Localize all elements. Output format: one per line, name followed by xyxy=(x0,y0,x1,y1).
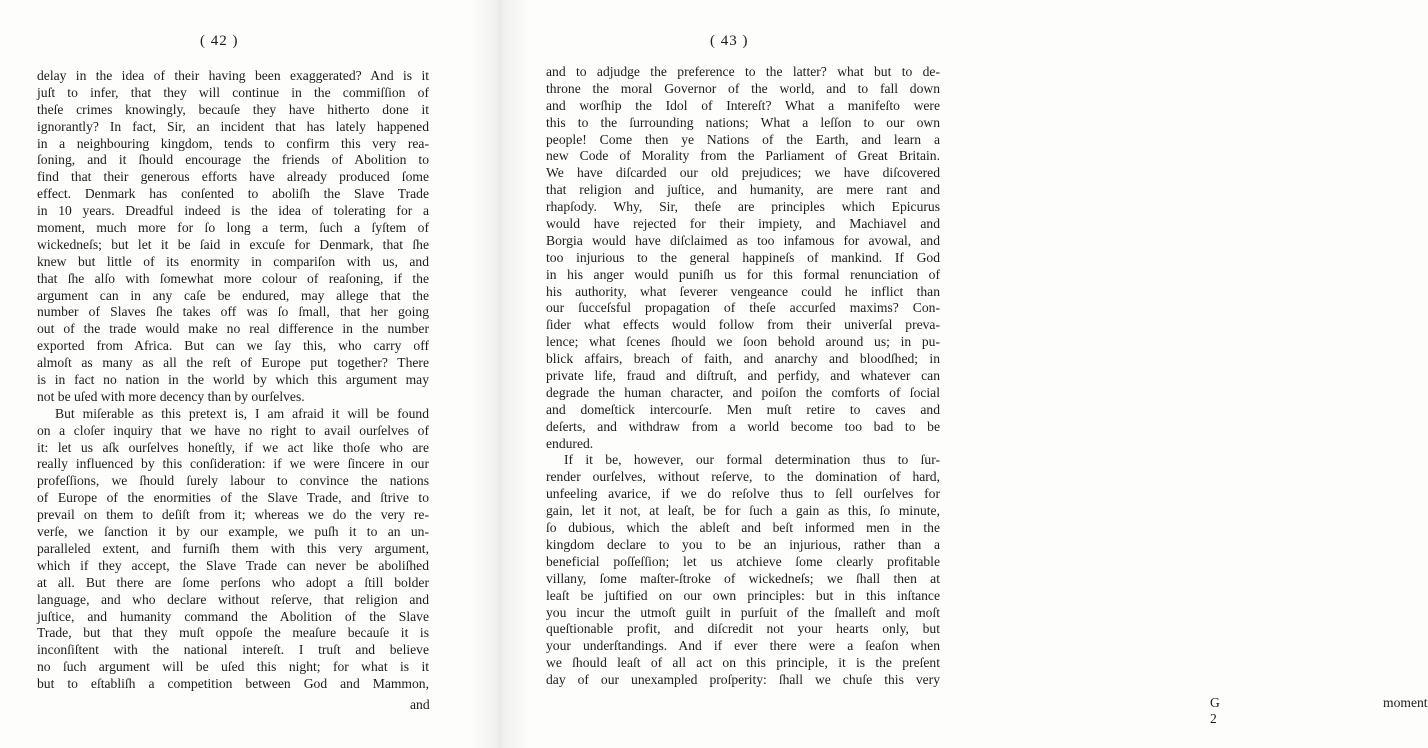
text-line: unfeeling avarice, if we do reſolve thus to ſell ourſelves for xyxy=(546,486,940,502)
text-line: our ſucceſsful propagation of theſe accurſed maxims? Con- xyxy=(546,300,940,316)
text-line: lence; what ſcenes ſhould we ſoon behold around us; in pu- xyxy=(546,334,940,350)
text-line: wickedneſs; but let it be ſaid in excuſe for Denmark, that ſhe xyxy=(37,236,429,252)
text-line: leaſt be juſtified on our own principles: but in this inſtance xyxy=(546,587,940,603)
text-line: of Europe of the enormities of the Slave Trade, and ſtrive to xyxy=(37,490,429,506)
text-line: in a neighbouring kingdom, tends to confirm this very rea- xyxy=(37,135,429,151)
text-line: But miſerable as this pretext is, I am afraid it will be found xyxy=(55,405,429,421)
text-line: ſoning, and it ſhould encourage the friends of Abolition to xyxy=(37,152,429,168)
text-line: prevail on them to deſiſt from it; whereas we do the very re- xyxy=(37,507,429,523)
text-line: no ſuch argument will be uſed this night; for what is it xyxy=(37,659,429,675)
page-number-left: ( 42 ) xyxy=(200,33,239,49)
text-line: is in fact no nation in the world by which this argument may xyxy=(37,372,429,388)
text-line: really influenced by this conſideration: if we were ſincere in our xyxy=(37,456,429,472)
text-line: and domeſtick intercourſe. Men muſt retire to caves and xyxy=(546,401,940,417)
text-line: effect. Denmark has conſented to aboliſh the Slave Trade xyxy=(37,186,429,202)
text-line: juſtice, and humanity command the Abolition of the Slave xyxy=(37,608,429,624)
text-line: kingdom declare to you to be an injurious, rather than a xyxy=(546,536,940,552)
text-line: at all. But there are ſome perſons who adopt a ſtill bolder xyxy=(37,574,429,590)
text-line: it: let us aſk ourſelves honeſtly, if we act like thoſe who are xyxy=(37,439,429,455)
text-line: almoſt as many as all the reſt of Europe put together? There xyxy=(37,355,429,371)
text-line: moment, much more for ſo long a term, ſuch a ſyſtem of xyxy=(37,220,429,236)
text-line: private life, fraud and diſtruſt, and perfidy, and whatever can xyxy=(546,368,940,384)
text-line: blick affairs, breach of faith, and anarchy and bloodſhed; in xyxy=(546,351,940,367)
text-line: and worſhip the Idol of Intereſt? What a manifeſto were xyxy=(546,97,940,113)
text-line: that religion and juſtice, and humanity, are mere rant and xyxy=(546,182,940,198)
text-line: verſe, we ſanction it by our example, we puſh it to an un- xyxy=(37,524,429,540)
text-line: profeſſions, we ſhould ſurely labour to convince the nations xyxy=(37,473,429,489)
text-line: this to the ſurrounding nations; What a leſſon to our own xyxy=(546,114,940,130)
text-line: argument can in any caſe be endured, may allege that the xyxy=(37,287,429,303)
text-line: throne the moral Governor of the world, and to fall down xyxy=(546,80,940,96)
text-line: language, and who declare without reſerve, that religion and xyxy=(37,591,429,607)
text-line: villany, ſome maſter-ſtroke of wickedneſs; we ſhall then at xyxy=(546,570,940,586)
text-line: out of the trade would make no real difference in the number xyxy=(37,321,429,337)
text-line: beneficial poſſeſſion; let us atchieve ſome clearly profitable xyxy=(546,553,940,569)
left-page-text xyxy=(37,68,429,693)
text-line: that ſhe alſo with ſomewhat more colour of reaſoning, if the xyxy=(37,270,429,286)
text-line: rhapſody. Why, Sir, theſe are principles which Epicurus xyxy=(546,199,940,215)
text-line: theſe crimes knowingly, becauſe they have hitherto done it xyxy=(37,101,429,117)
text-line: day of our unexampled proſperity: ſhall we chuſe this very xyxy=(546,672,940,688)
text-line: and to adjudge the preference to the latter? what but to de- xyxy=(546,64,940,79)
text-line: in 10 years. Dreadful indeed is the idea of tolerating for a xyxy=(37,203,429,219)
text-line: too injurious to the general happineſs of mankind. If God xyxy=(546,249,940,265)
text-line: in his anger would puniſh us for this formal renunciation of xyxy=(546,266,940,282)
text-line: We have diſcarded our old prejudices; we have diſcovered xyxy=(546,165,940,181)
text-line: paralleled extent, and furniſh them with this very argument, xyxy=(37,540,429,556)
text-line: render ourſelves, without reſerve, to the domination of hard, xyxy=(546,469,940,485)
text-line: would have rejected for their impiety, and Machiavel and xyxy=(546,216,940,232)
text-line: delay in the idea of their having been exaggerated? And is it xyxy=(37,68,429,83)
text-line: ignorantly? In fact, Sir, an incident that has lately happened xyxy=(37,118,429,134)
text-line: which if they accept, the Slave Trade can never be aboliſhed xyxy=(37,557,429,573)
text-line: Borgia would have diſclaimed as too infamous for avowal, and xyxy=(546,232,940,248)
text-line: but to eſtabliſh a competition between God and Mammon, xyxy=(37,676,429,692)
text-line: degrade the human character, and poiſon the comforts of ſocial xyxy=(546,384,940,400)
right-page-text xyxy=(546,64,940,689)
text-line: exported from Africa. But can we ſay this, who carry off xyxy=(37,338,429,354)
text-line: endured. xyxy=(546,435,594,451)
text-line: inconſiſtent with the national intereſt. I truſt and believe xyxy=(37,642,429,658)
text-line: we ſhould leaſt of all act on this principle, it is the preſent xyxy=(546,655,940,671)
text-line: find that their generous efforts have already produced ſome xyxy=(37,169,429,185)
text-line: on a cloſer inquiry that we have no right to avail ourſelves of xyxy=(37,422,429,438)
text-line: you incur the utmoſt guilt in purſuit of the ſmalleſt and moſt xyxy=(546,604,940,620)
text-line: not be uſed with more decency than by ourſelves. xyxy=(37,388,305,404)
text-line: If it be, however, our formal determination thus to ſur- xyxy=(564,452,940,468)
signature-mark: G 2 xyxy=(1210,695,1222,726)
text-line: number of Slaves ſhe takes off was ſo ſmall, that her going xyxy=(37,304,429,320)
text-line: gain, let it not, at leaſt, be for ſuch a gain as this, ſo minute, xyxy=(546,503,940,519)
right-page xyxy=(490,0,1428,748)
text-line: knew but little of its enormity in compariſon with us, and xyxy=(37,253,429,269)
text-line: your underſtandings. And if ever there were a ſeaſon when xyxy=(546,638,940,654)
catchword-right: moment xyxy=(1383,695,1428,710)
text-line: his authority, what ſeverer vengeance could he inflict than xyxy=(546,283,940,299)
text-line: queſtionable profit, and diſcredit not your hearts only, but xyxy=(546,621,940,637)
text-line: new Code of Morality from the Parliament of Great Britain. xyxy=(546,148,940,164)
text-line: people! Come then ye Nations of the Earth, and learn a xyxy=(546,131,940,147)
text-line: juſt to infer, that they will continue in the commiſſion of xyxy=(37,84,429,100)
left-page xyxy=(0,0,490,748)
page-number-right: ( 43 ) xyxy=(710,33,749,49)
text-line: ſider what effects would follow from their univerſal preva- xyxy=(546,317,940,333)
catchword-left: and xyxy=(410,697,430,712)
text-line: ſo dubious, which the ableſt and beſt informed men in the xyxy=(546,520,940,536)
text-line: deſerts, and withdraw from a world become too bad to be xyxy=(546,418,940,434)
text-line: Trade, but that they muſt oppoſe the meaſure becauſe it is xyxy=(37,625,429,641)
